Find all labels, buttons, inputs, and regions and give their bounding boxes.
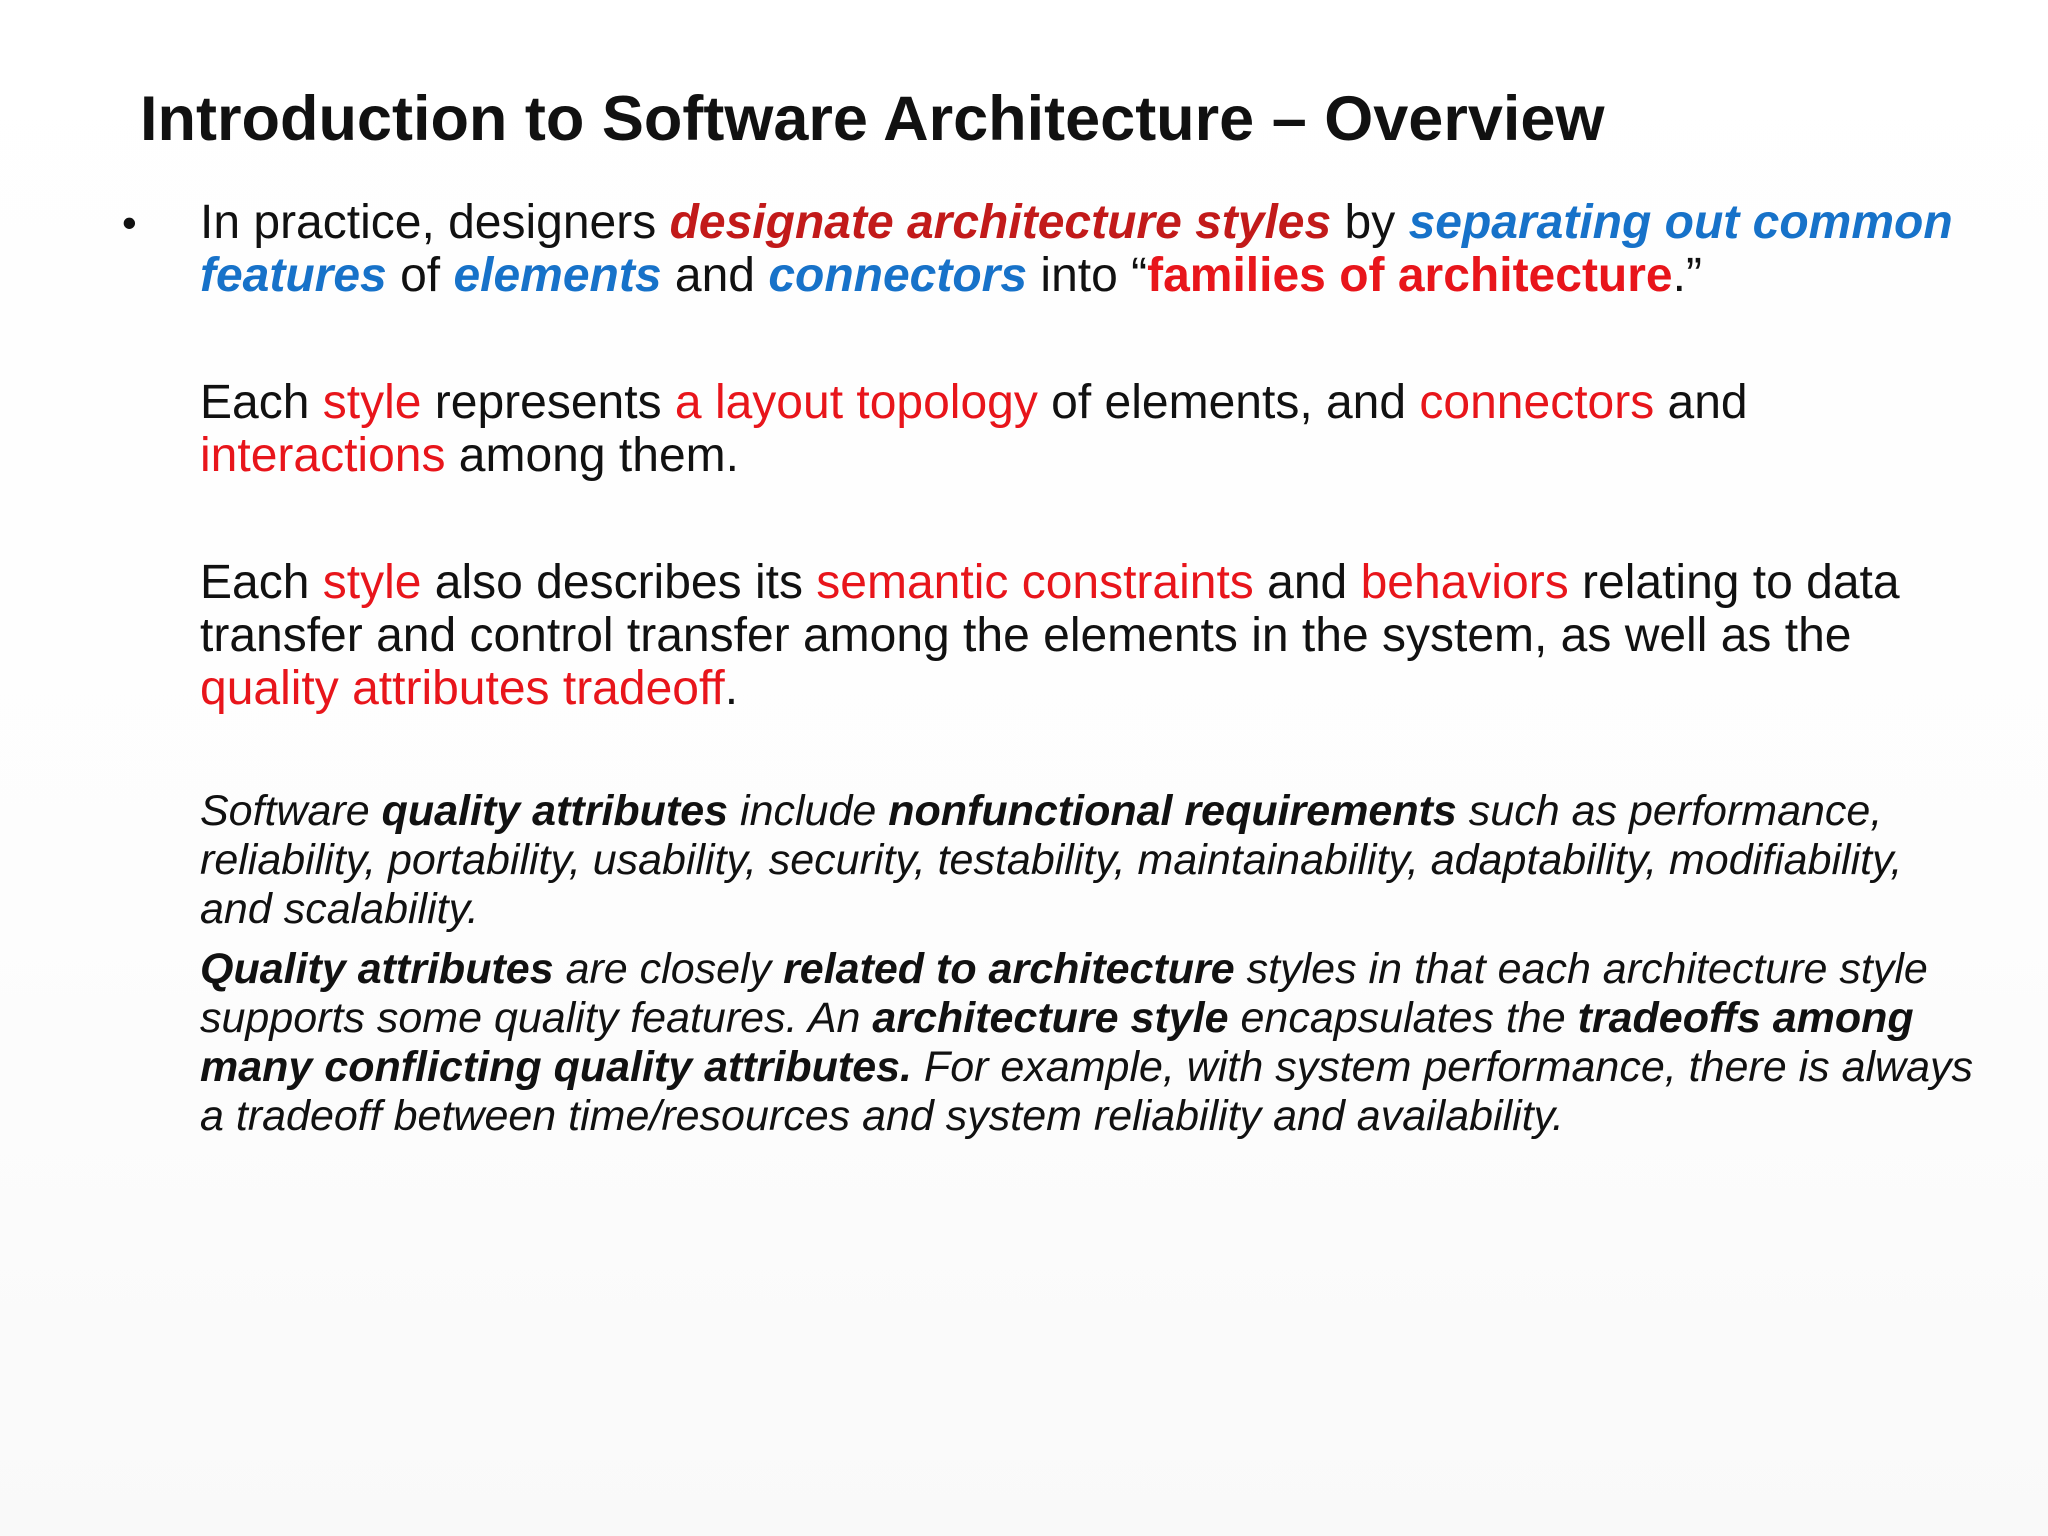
p2-interactions: interactions: [200, 429, 446, 482]
p3-text-1: Each: [200, 556, 323, 609]
p4-text-5: such as performance, reliability, portability, usability, security, testability, maintainability, adaptability, modifiability, and scalability.: [200, 787, 1903, 933]
p2-layout-topology: a layout topology: [674, 376, 1038, 429]
p5-text-6: encapsulates the: [1228, 994, 1578, 1042]
p3-text-5: and: [1253, 556, 1361, 609]
p4-quality-attributes: quality attributes: [381, 787, 729, 835]
p2-text-9: among them.: [445, 429, 739, 482]
p1-families-of-architecture: families of architecture: [1147, 249, 1673, 302]
p5-text-8: For example, with system performance, there is always a tradeoff between time/resources and system reliability and availability.: [200, 1043, 1974, 1140]
p1-text-7: and: [661, 249, 769, 302]
p4-text-3: include: [728, 787, 889, 835]
p2-text-1: Each: [200, 376, 323, 429]
p2-text-5: of elements, and: [1037, 376, 1420, 429]
p3-semantic-constraints: semantic constraints: [816, 556, 1254, 609]
p5-architecture-style: architecture style: [872, 994, 1229, 1042]
paragraph-quality-tradeoffs: [200, 945, 1980, 1141]
p5-tradeoffs-among-conflicting-attributes: tradeoffs among many conflicting quality attributes.: [200, 994, 1914, 1091]
bullet-marker: •: [122, 199, 137, 246]
p1-text-9: into “: [1027, 249, 1148, 302]
p3-text-7: relating to data transfer and control transfer among the elements in the system, as well as the: [200, 556, 1900, 662]
p1-separating-out-common-features: separating out common features: [200, 196, 1953, 302]
p1-elements: elements: [453, 249, 662, 302]
p2-style: style: [322, 376, 422, 429]
paragraph-layout-topology: [200, 376, 1980, 482]
p5-related-to-architecture: related to architecture: [783, 945, 1235, 993]
p5-text-2: are closely: [553, 945, 784, 993]
p1-designate-architecture-styles: designate architecture styles: [669, 196, 1332, 249]
p1-connectors: connectors: [768, 249, 1028, 302]
p4-nonfunctional-requirements: nonfunctional requirements: [888, 787, 1457, 835]
p4-text-1: Software: [200, 787, 382, 835]
p2-text-7: and: [1654, 376, 1748, 429]
slide-title: Introduction to Software Architecture – Overview: [140, 84, 1605, 154]
p3-quality-attributes-tradeoff: quality attributes tradeoff: [200, 662, 725, 715]
p1-text-5: of: [386, 249, 454, 302]
p2-text-3: represents: [421, 376, 675, 429]
paragraph-families-of-architecture: [200, 196, 1980, 302]
p1-text-11: .”: [1672, 249, 1702, 302]
paragraph-quality-attributes-definition: [200, 787, 1980, 934]
p5-text-4: styles in that each architecture style supports some quality features. An: [200, 945, 1928, 1042]
p3-text-3: also describes its: [421, 556, 817, 609]
p1-text-1: In practice, designers: [200, 196, 670, 249]
paragraph-semantic-constraints: [200, 556, 1980, 715]
p5-quality-attributes: Quality attributes: [200, 945, 554, 993]
p3-behaviors: behaviors: [1360, 556, 1569, 609]
p3-style: style: [322, 556, 422, 609]
p3-text-9: .: [724, 662, 739, 715]
p2-connectors: connectors: [1419, 376, 1655, 429]
p1-text-3: by: [1331, 196, 1409, 249]
